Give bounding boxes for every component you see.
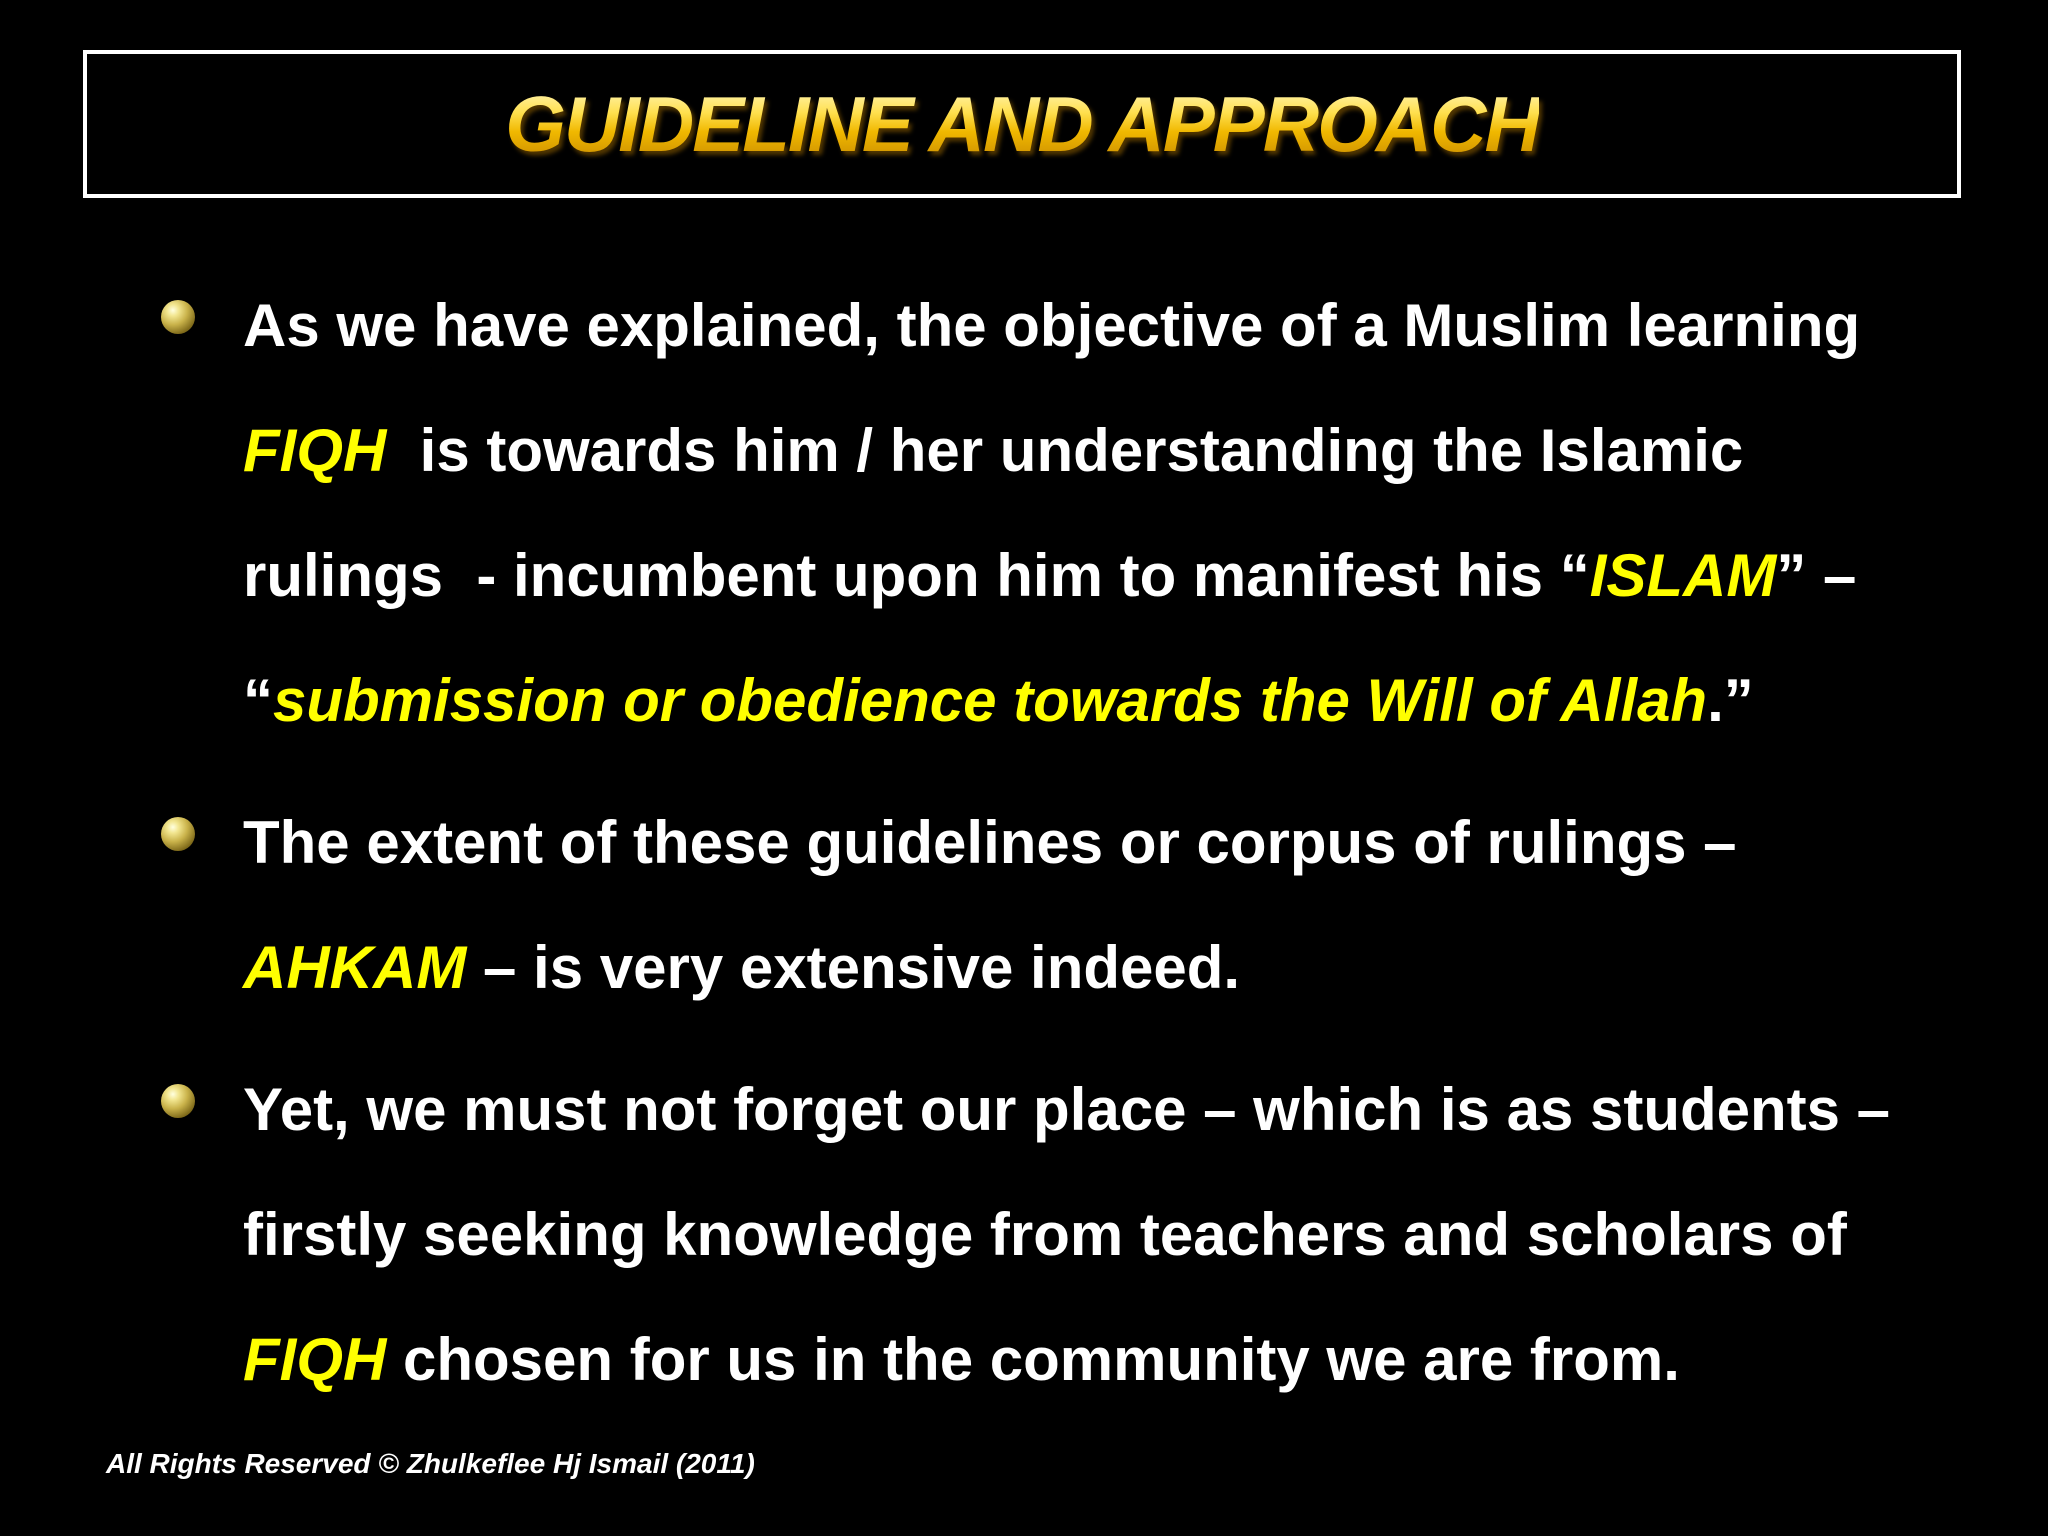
text-segment: “: [243, 667, 273, 734]
text-segment: chosen for us in the community we are from.: [386, 1326, 1680, 1393]
highlight-term: submission or obedience towards the Will of Allah: [273, 667, 1708, 734]
text-segment: As we have explained, the objective of a Muslim learning: [243, 292, 1861, 359]
bullet-sphere-icon: [161, 1084, 195, 1118]
highlight-term: ISLAM: [1589, 542, 1777, 609]
bullet-line: [243, 809, 1737, 876]
text-segment: The extent of these guidelines or corpus of rulings –: [243, 809, 1737, 876]
text-segment: rulings - incumbent upon him to manifest his “: [243, 542, 1590, 609]
text-segment: is towards him / her understanding the Islamic: [386, 417, 1744, 484]
highlight-term: FIQH: [243, 1326, 387, 1393]
bullet-line: [243, 667, 1754, 734]
bullet-line: [243, 1201, 1847, 1268]
text-segment: firstly seeking knowledge from teachers and scholars of: [243, 1201, 1847, 1268]
bullet-line: [243, 934, 1241, 1001]
bullet-line: [243, 1326, 1680, 1393]
text-segment: Yet, we must not forget our place – which is as students –: [243, 1076, 1891, 1143]
text-segment: ” –: [1776, 542, 1857, 609]
slide-title: GUIDELINE AND APPROACH: [505, 80, 1539, 168]
bullet-sphere-icon: [161, 300, 195, 334]
bullet-line: [243, 542, 1857, 609]
bullet-line: [243, 417, 1744, 484]
bullet-line: [243, 1076, 1891, 1143]
copyright-footer: All Rights Reserved © Zhulkeflee Hj Ismail (2011): [106, 1448, 755, 1479]
bullet-line: [243, 292, 1861, 359]
text-segment: .”: [1707, 667, 1754, 734]
bullet-sphere-icon: [161, 817, 195, 851]
text-segment: – is very extensive indeed.: [466, 934, 1241, 1001]
highlight-term: FIQH: [243, 417, 387, 484]
highlight-term: AHKAM: [243, 934, 467, 1001]
